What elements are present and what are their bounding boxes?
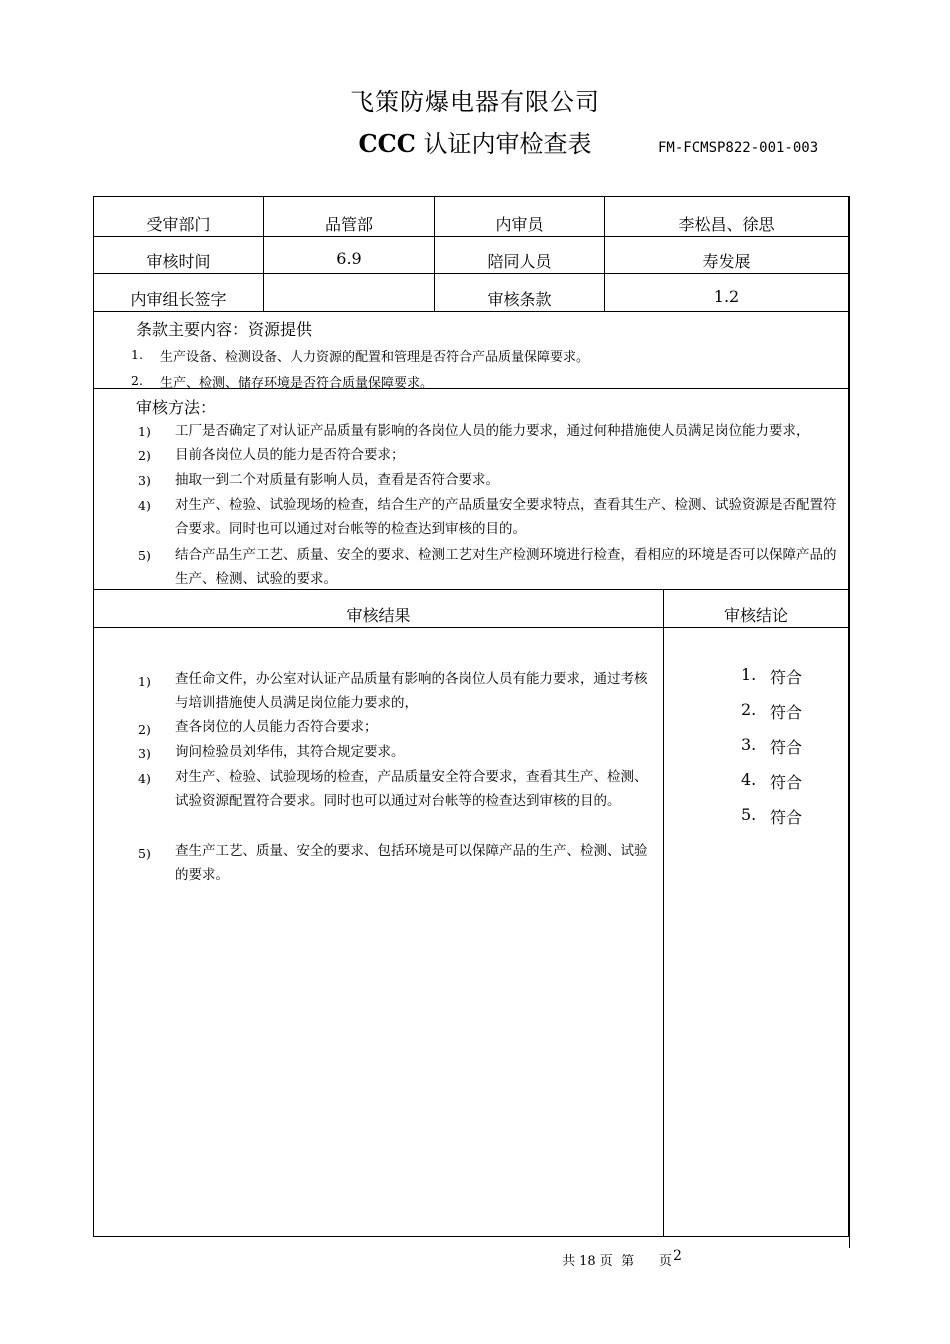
- conclusion-heading: 审核结论: [723, 606, 788, 625]
- page-footer: 共 18 页 第 页: [562, 1254, 672, 1269]
- clause-item-text: 生产、检测、储存环境是否符合质量保障要求。: [160, 376, 434, 391]
- audit-time-label: 审核时间: [146, 252, 211, 271]
- clause-item-num: 2.: [131, 373, 143, 388]
- result-item-text: 查各岗位的人员能力否符合要求；: [175, 719, 378, 735]
- method-item-num: 2): [138, 448, 151, 463]
- page-number: 2: [673, 1248, 682, 1264]
- result-item-num: 1): [138, 674, 151, 689]
- result-item-text: 查任命文件，办公室对认证产品质量有影响的各岗位人员有能力要求，通过考核与培训措施使人员满足岗位能力要求的，: [175, 671, 648, 711]
- row-divider: [94, 627, 848, 628]
- company-name: 飞策防爆电器有限公司: [350, 88, 600, 116]
- method-item-num: 5): [138, 548, 151, 563]
- form-number: FM-FCMSP822-001-003: [658, 140, 819, 156]
- form-title-rest: 认证内审检查表: [415, 130, 592, 158]
- escort-value: 寿发展: [702, 252, 751, 271]
- escort-label: 陪同人员: [487, 252, 552, 271]
- result-item-num: 3): [138, 746, 151, 761]
- method-heading: 审核方法：: [136, 398, 217, 417]
- row-divider: [94, 273, 848, 274]
- method-item-num: 3): [138, 473, 151, 488]
- col-divider: [663, 589, 664, 1237]
- method-item-num: 4): [138, 498, 151, 513]
- conclusion-item-text: 符合: [770, 773, 803, 792]
- conclusion-item-num: 4.: [741, 770, 757, 789]
- result-item-text: 对生产、检验、试验现场的检查，产品质量安全符合要求，查看其生产、检测、试验资源配置符合要求。同时也可以通过对台帐等的检查达到审核的目的。: [175, 769, 648, 809]
- dept-value: 品管部: [324, 215, 373, 234]
- clause-item-num: 1.: [131, 347, 143, 362]
- clause-value: 1.2: [713, 287, 740, 306]
- method-item-text: 结合产品生产工艺、质量、安全的要求、检测工艺对生产检测环境进行检查，看相应的环境是否可以保障产品的生产、检测、试验的要求。: [175, 547, 837, 587]
- clause-item-text: 生产设备、检测设备、人力资源的配置和管理是否符合产品质量保障要求。: [160, 350, 590, 365]
- row-divider: [94, 311, 848, 312]
- clause-heading: 条款主要内容：资源提供: [136, 320, 313, 339]
- result-item-text: 查生产工艺、质量、安全的要求、包括环境是可以保障产品的生产、检测、试验的要求。: [175, 843, 648, 883]
- results-heading: 审核结果: [346, 606, 411, 625]
- form-title-prefix: CCC: [358, 129, 416, 158]
- conclusion-item-num: 3.: [741, 735, 757, 754]
- method-item-num: 1): [138, 424, 151, 439]
- clause-label: 审核条款: [487, 290, 552, 309]
- conclusion-item-num: 1.: [741, 665, 757, 684]
- result-item-num: 4): [138, 771, 151, 786]
- conclusion-item-text: 符合: [770, 808, 803, 827]
- method-item-text: 对生产、检验、试验现场的检查，结合生产的产品质量安全要求特点，查看其生产、检测、试验资源是否配置符合要求。同时也可以通过对台帐等的检查达到审核的目的。: [175, 497, 837, 537]
- conclusion-item-text: 符合: [770, 703, 803, 722]
- auditor-label: 内审员: [495, 215, 544, 234]
- leader-signature-label: 内审组长签字: [130, 290, 227, 309]
- dept-label: 受审部门: [146, 215, 211, 234]
- result-item-text: 询问检验员刘华伟，其符合规定要求。: [175, 744, 405, 760]
- result-item-num: 2): [138, 722, 151, 737]
- method-item-text: 目前各岗位人员的能力是否符合要求；: [175, 447, 405, 463]
- conclusion-item-text: 符合: [770, 738, 803, 757]
- conclusion-item-text: 符合: [770, 668, 803, 687]
- audit-table: [93, 196, 849, 1237]
- conclusion-item-num: 5.: [741, 805, 757, 824]
- auditor-value: 李松昌、徐思: [678, 215, 775, 234]
- row-divider: [94, 236, 848, 237]
- result-item-num: 5): [138, 846, 151, 861]
- method-item-text: 抽取一到二个对质量有影响人员，查看是否符合要求。: [175, 472, 499, 488]
- conclusion-item-num: 2.: [741, 700, 757, 719]
- frame-edge: [849, 196, 850, 1248]
- method-item-text: 工厂是否确定了对认证产品质量有影响的各岗位人员的能力要求，通过何种措施使人员满足岗位能力要求，: [175, 423, 810, 439]
- audit-time-value: 6.9: [336, 249, 362, 268]
